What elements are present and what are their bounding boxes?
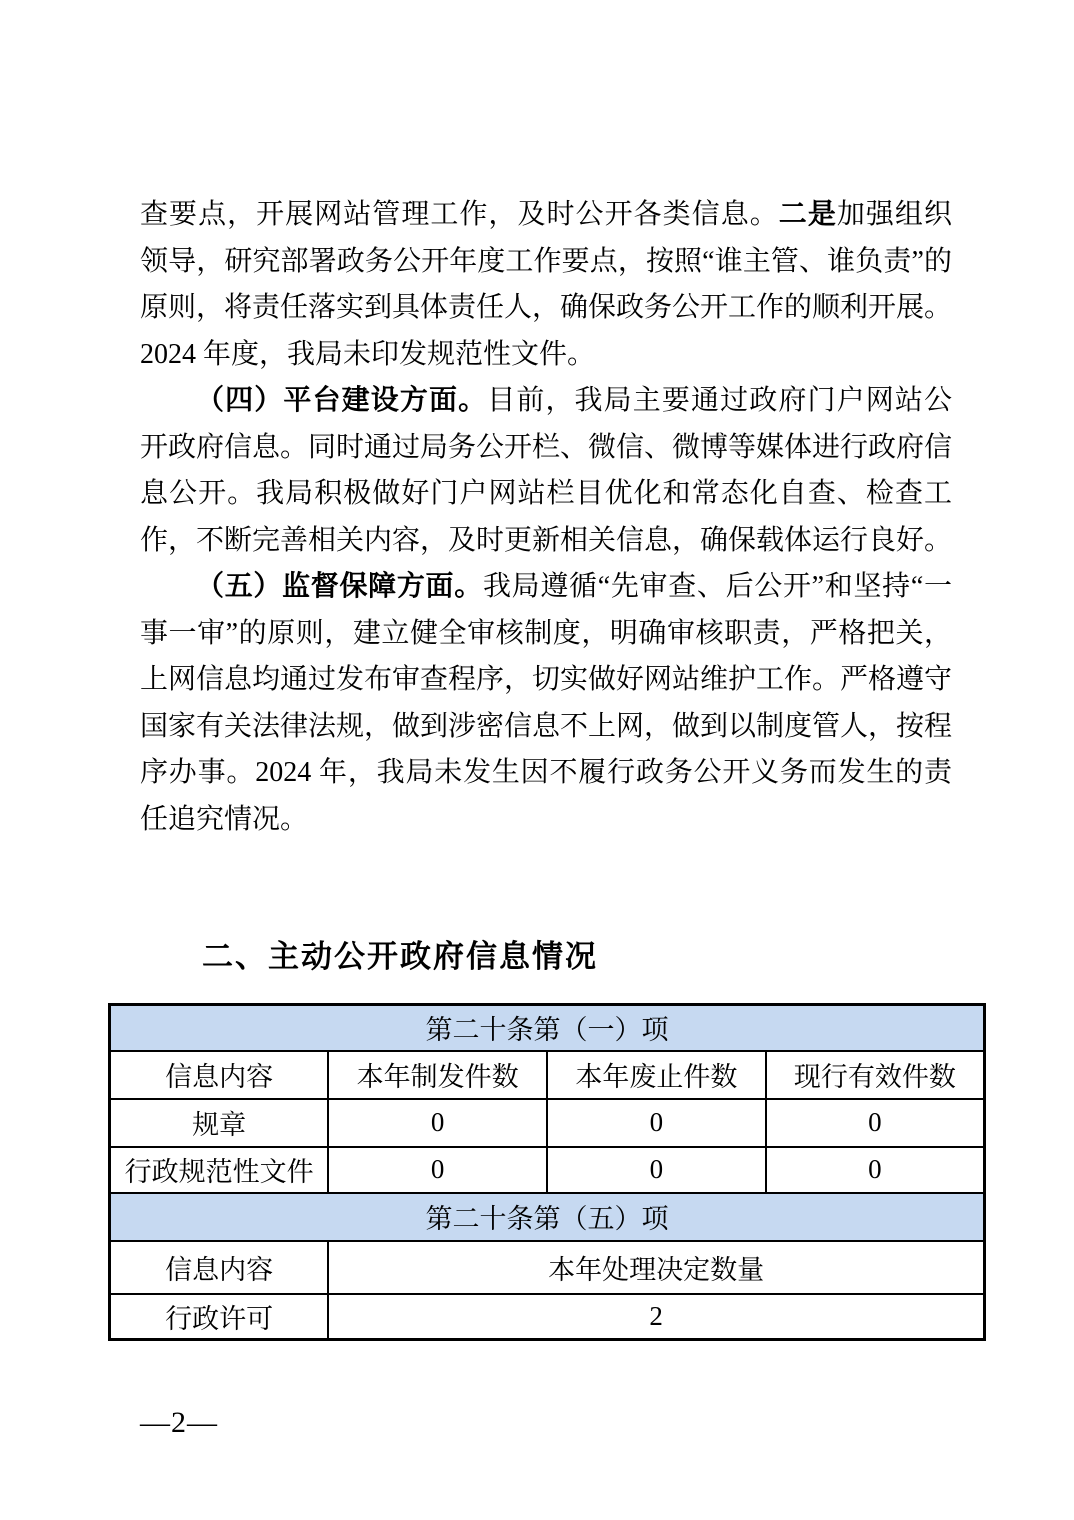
value-cell: 2 (328, 1294, 984, 1340)
table-header-cell: 本年处理决定数量 (328, 1241, 984, 1294)
bold-run: （五）监督保障方面。 (196, 571, 483, 602)
value-cell: 0 (766, 1099, 985, 1147)
body-text (140, 192, 952, 843)
paragraph (140, 378, 952, 564)
value-cell: 0 (547, 1147, 766, 1193)
table-header-cell: 本年废止件数 (547, 1051, 766, 1099)
row-label-cell: 行政许可 (110, 1294, 329, 1340)
bold-run: 二是 (778, 199, 837, 230)
disclosure-table (108, 1003, 986, 1341)
table-header-cell: 信息内容 (110, 1051, 329, 1099)
paragraph (140, 192, 952, 378)
row-label-cell: 行政规范性文件 (110, 1147, 329, 1193)
paragraph (140, 564, 952, 843)
table-section-title: 第二十条第（一）项 (110, 1005, 985, 1051)
text-run: 查要点，开展网站管理工作，及时公开各类信息。 (140, 199, 779, 230)
bold-run: （四）平台建设方面。 (196, 385, 488, 416)
value-cell: 0 (766, 1147, 985, 1193)
row-label-cell: 规章 (110, 1099, 329, 1147)
section-heading: 二、主动公开政府信息情况 (202, 939, 598, 974)
table-row (110, 1005, 985, 1051)
table-row (110, 1099, 985, 1147)
value-cell: 0 (547, 1099, 766, 1147)
text-run: 目前，我局主要通过政府门户网站公开政府信息。同时通过局务公开栏、微信、微博等媒体进行政府信息公开。我局积极做好门户网站栏目优化和常态化自查、检查工作，不断完善相关内容，及时更新相关信息，确保载体运行良好。 (140, 385, 953, 556)
page-number: —2— (140, 1406, 218, 1439)
value-cell: 0 (328, 1147, 547, 1193)
table-row (110, 1241, 985, 1294)
text-run: 我局遵循“先审查、后公开”和坚持“一事一审”的原则，建立健全审核制度，明确审核职责，严格把关，上网信息均通过发布审查程序，切实做好网站维护工作。严格遵守国家有关法律法规，做到涉密信息不上网，做到以制度管人，按程序办事。2024 年，我局未发生因不履行政务公开义务而发生的责任追究情况。 (140, 571, 953, 835)
value-cell: 0 (328, 1099, 547, 1147)
table-row (110, 1147, 985, 1193)
disclosure-table-body (110, 1005, 985, 1340)
table-header-cell: 本年制发件数 (328, 1051, 547, 1099)
table-row (110, 1193, 985, 1241)
table-header-cell: 信息内容 (110, 1241, 329, 1294)
table-row (110, 1294, 985, 1340)
table-header-cell: 现行有效件数 (766, 1051, 985, 1099)
table-section-title: 第二十条第（五）项 (110, 1193, 985, 1241)
table-row (110, 1051, 985, 1099)
text-run: 加强组织领导，研究部署政务公开年度工作要点，按照“谁主管、谁负责”的原则，将责任落实到具体责任人，确保政务公开工作的顺利开展。2024 年度，我局未印发规范性文件。 (140, 199, 953, 370)
